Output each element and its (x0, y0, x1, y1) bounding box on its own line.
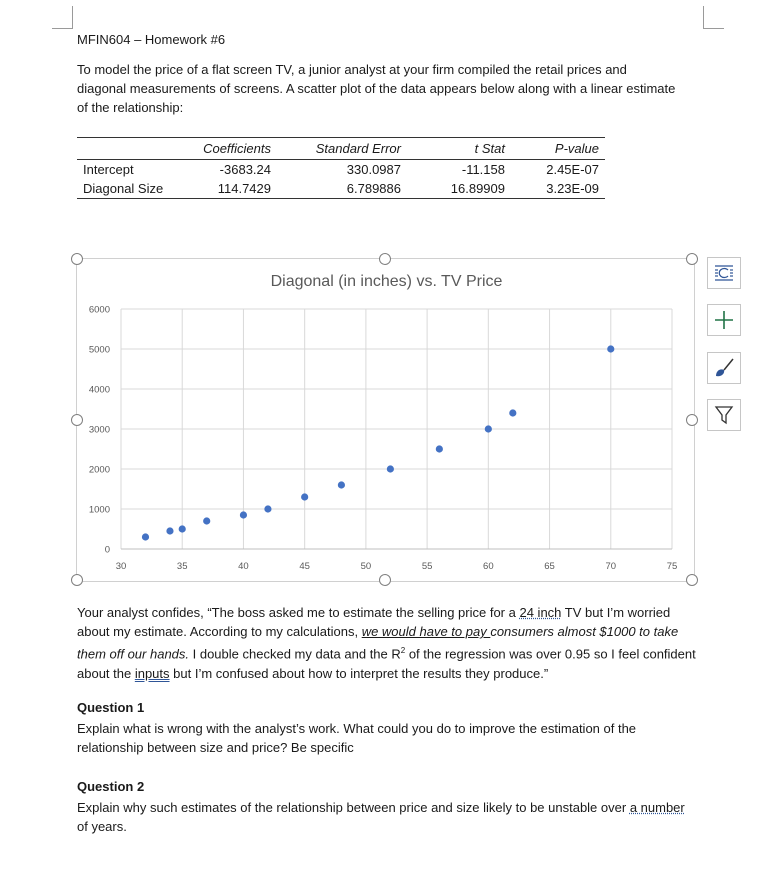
y-tick-label: 6000 (88, 304, 110, 316)
intro-paragraph: To model the price of a flat screen TV, a junior analyst at your firm compiled the retail prices and diagonal measurements of screens. A scatter plot of the data appears below along with a linear estimate of the relationship: (77, 62, 676, 116)
x-tick-label: 75 (666, 561, 678, 572)
resize-handle-top-middle[interactable] (379, 253, 391, 265)
table-cell: Intercept (83, 162, 134, 177)
question-2-title: Question 2 (77, 779, 145, 794)
resize-handle-middle-right[interactable] (686, 414, 698, 426)
table-cell: 114.7429 (217, 181, 271, 196)
table-cell: -3683.24 (219, 162, 271, 177)
y-tick-label: 5000 (88, 344, 110, 356)
data-point (485, 425, 492, 432)
plus-icon (713, 309, 735, 331)
data-point (166, 527, 173, 534)
text-span: but I’m confused about how to interpret the results they produce.” (169, 665, 549, 681)
table-cell: 6.789886 (346, 181, 401, 196)
y-tick-label: 1000 (88, 504, 110, 516)
layout-options-button[interactable] (707, 257, 741, 289)
data-point (301, 493, 308, 500)
spelling-flag-24-inch[interactable]: 24 inch (519, 605, 562, 620)
x-tick-label: 70 (605, 561, 617, 572)
question-2-body (77, 798, 697, 836)
italic-text: we would have to pay (361, 624, 491, 640)
resize-handle-middle-left[interactable] (71, 414, 83, 426)
y-tick-label: 0 (104, 544, 110, 556)
x-tick-label: 65 (544, 561, 555, 572)
regression-table (77, 137, 605, 199)
data-point (203, 517, 210, 524)
chart-plot (77, 259, 694, 581)
data-point (509, 409, 516, 416)
question-1-body: Explain what is wrong with the analyst’s work. What could you do to improve the estimation of the relationship between size and price? Be specific (77, 721, 637, 756)
page-margin-corner-top-left (52, 6, 73, 29)
underlined-italic-text (362, 624, 491, 639)
x-tick-label: 30 (115, 561, 127, 572)
x-tick-label: 35 (176, 561, 188, 572)
page-margin-corner-top-right (703, 6, 724, 29)
chart-styles-button[interactable] (707, 352, 741, 384)
text-span: TV but I’m worried about my estimate. According to my calculations, (77, 605, 671, 640)
table-row (77, 179, 605, 199)
table-cell: -11.158 (461, 162, 505, 177)
x-tick-label: 60 (483, 561, 494, 572)
resize-handle-bottom-right[interactable] (686, 574, 698, 586)
text-span: of the regression was over 0.95 so I feel confident about the (77, 646, 696, 681)
scatter-chart[interactable] (76, 258, 695, 582)
chart-elements-button[interactable] (707, 304, 741, 336)
resize-handle-top-right[interactable] (686, 253, 698, 265)
header-cell-standard-error: Standard Error (315, 141, 401, 156)
data-point (264, 505, 271, 512)
table-cell: 3.23E-09 (546, 181, 599, 196)
grammar-flag-a-number[interactable]: a number (629, 800, 685, 815)
grammar-flag-inputs[interactable]: inputs (134, 665, 170, 681)
filter-icon (713, 404, 735, 426)
header-cell-p-value: P-value (554, 141, 599, 156)
analyst-paragraph (77, 603, 697, 683)
resize-handle-top-left[interactable] (71, 253, 83, 265)
paintbrush-icon (712, 357, 736, 379)
data-point (387, 465, 394, 472)
chart-title: Diagonal (in inches) vs. TV Price (270, 273, 503, 290)
y-tick-label: 4000 (88, 384, 110, 396)
document-header: MFIN604 – Homework #6 (77, 32, 226, 47)
data-point (142, 533, 149, 540)
text-span: Your analyst confides, “The boss asked me to estimate the selling price for a (77, 605, 520, 620)
chart-filters-button[interactable] (707, 399, 741, 431)
x-tick-label: 45 (299, 561, 310, 572)
text-span: of years. (77, 819, 127, 835)
text-span: I double checked my data and the R (189, 646, 401, 662)
header-cell-coefficients: Coefficients (203, 141, 271, 156)
y-tick-label: 2000 (88, 464, 110, 476)
data-point (607, 345, 614, 352)
header-cell-t-stat: t Stat (474, 141, 505, 156)
y-tick-label: 3000 (88, 424, 110, 436)
italic-text: consumers almost $1000 to take them off our hands. (77, 624, 679, 662)
superscript: 2 (400, 646, 406, 656)
x-tick-label: 55 (421, 561, 433, 572)
data-point (240, 511, 247, 518)
table-cell: 330.0987 (346, 162, 401, 177)
resize-handle-bottom-left[interactable] (71, 574, 83, 586)
regression-header-row (77, 138, 605, 160)
header-cell (77, 138, 185, 160)
text-span: Explain why such estimates of the relationship between price and size likely to be unstable over (77, 800, 630, 815)
resize-handle-bottom-middle[interactable] (379, 574, 391, 586)
data-point (338, 481, 345, 488)
layout-options-icon (713, 263, 735, 283)
x-tick-label: 40 (238, 561, 249, 572)
table-cell: Diagonal Size (83, 181, 164, 196)
table-cell: 16.89909 (450, 181, 505, 196)
data-point (179, 525, 186, 532)
data-point (436, 445, 443, 452)
question-1-title: Question 1 (77, 700, 145, 715)
table-cell: 2.45E-07 (546, 162, 599, 177)
x-tick-label: 50 (360, 561, 372, 572)
table-row (77, 160, 605, 180)
